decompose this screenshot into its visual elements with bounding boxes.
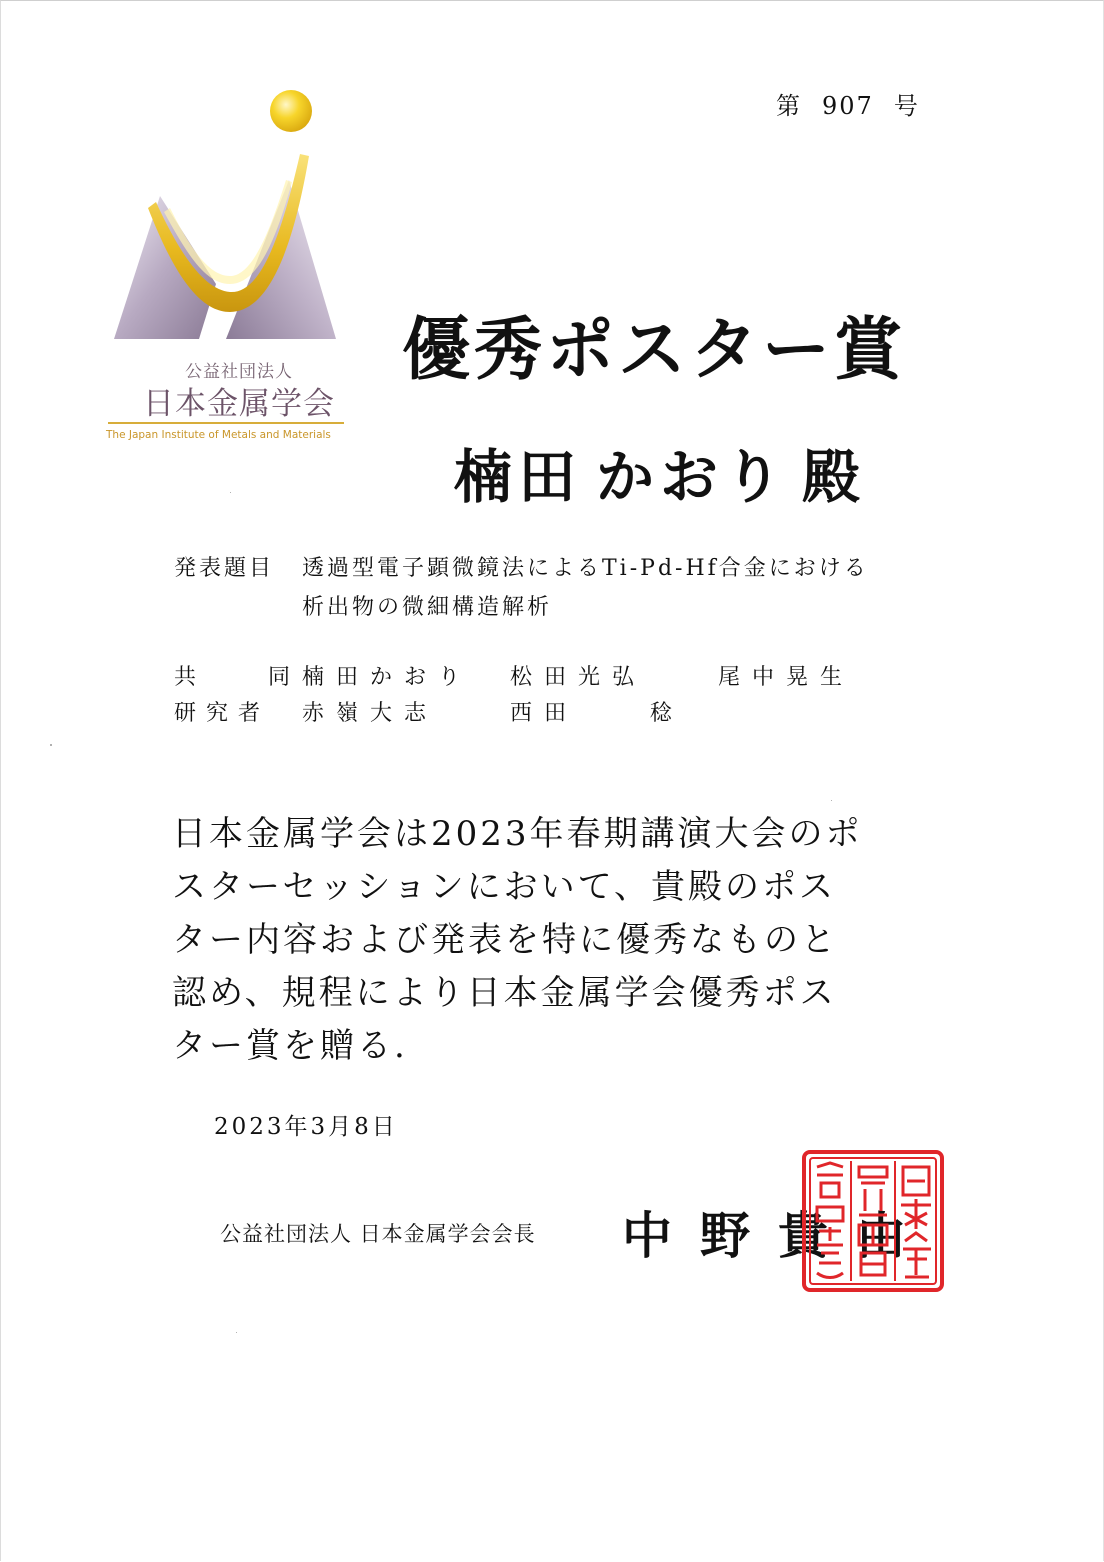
- coauthor-name: 楠田かおり: [302, 665, 473, 690]
- citation-line: ター賞を贈る.: [172, 1026, 408, 1066]
- logo-org-name-en: The Japan Institute of Metals and Materials: [106, 429, 331, 441]
- president-name: 中野貴由: [622, 1206, 934, 1265]
- citation-line: 認め、規程により日本金属学会優秀ポス: [172, 973, 837, 1013]
- coauthor-name: 松田光弘: [510, 665, 647, 690]
- presentation-title-line2: 析出物の微細構造解析: [302, 595, 553, 620]
- logo-org-name: 日本金属学会: [143, 386, 335, 422]
- logo-org-type: 公益社団法人: [185, 362, 293, 382]
- citation-line: ター内容および発表を特に優秀なものと: [172, 920, 838, 960]
- award-date: 2023年3月8日: [214, 1114, 398, 1140]
- logo-underline: [108, 422, 344, 424]
- coauthors-label-b: 同: [268, 665, 291, 690]
- scan-speck: [230, 492, 231, 493]
- coauthors-row-1: [302, 660, 854, 691]
- recipient-given-name: かおり: [596, 443, 789, 511]
- certificate-number: [776, 86, 920, 121]
- presentation-title-line1: 透過型電子顕微鏡法によるTi-Pd-Hf合金における: [302, 556, 869, 581]
- coauthor-name: 西田: [510, 701, 579, 726]
- recipient-family-name: 楠田: [454, 443, 583, 511]
- coauthors-label-line1: [174, 660, 290, 691]
- citation-line: スターセッションにおいて、貴殿のポス: [172, 867, 836, 907]
- recipient-honorific: 殿: [802, 443, 867, 511]
- coauthor-name: 尾中晃生: [718, 665, 855, 690]
- number-prefix: 第: [776, 92, 802, 120]
- jim-logo: [104, 84, 354, 444]
- citation-line: 日本金属学会は2023年春期講演大会のポ: [172, 814, 863, 854]
- award-title: 優秀ポスター賞: [402, 310, 907, 390]
- scan-speck: [50, 744, 52, 746]
- scan-speck: [236, 1332, 237, 1333]
- recipient-name: [454, 430, 866, 514]
- scan-speck: [831, 800, 832, 801]
- president-title: 公益社団法人 日本金属学会会長: [220, 1222, 536, 1246]
- coauthor-name: 稔: [650, 701, 685, 726]
- coauthor-name: 赤嶺大志: [302, 701, 439, 726]
- number-suffix: 号: [893, 92, 920, 120]
- citation-text: [172, 808, 892, 1073]
- presentation-label: 発表題目: [174, 556, 275, 581]
- coauthors-row-2: [302, 696, 684, 727]
- coauthors-label-a: 共: [174, 665, 197, 690]
- coauthors-label-line2: 研究者: [174, 701, 271, 726]
- official-seal-icon: [801, 1149, 945, 1293]
- jim-logo-mark-icon: [104, 84, 354, 354]
- number-value: 907: [822, 92, 874, 120]
